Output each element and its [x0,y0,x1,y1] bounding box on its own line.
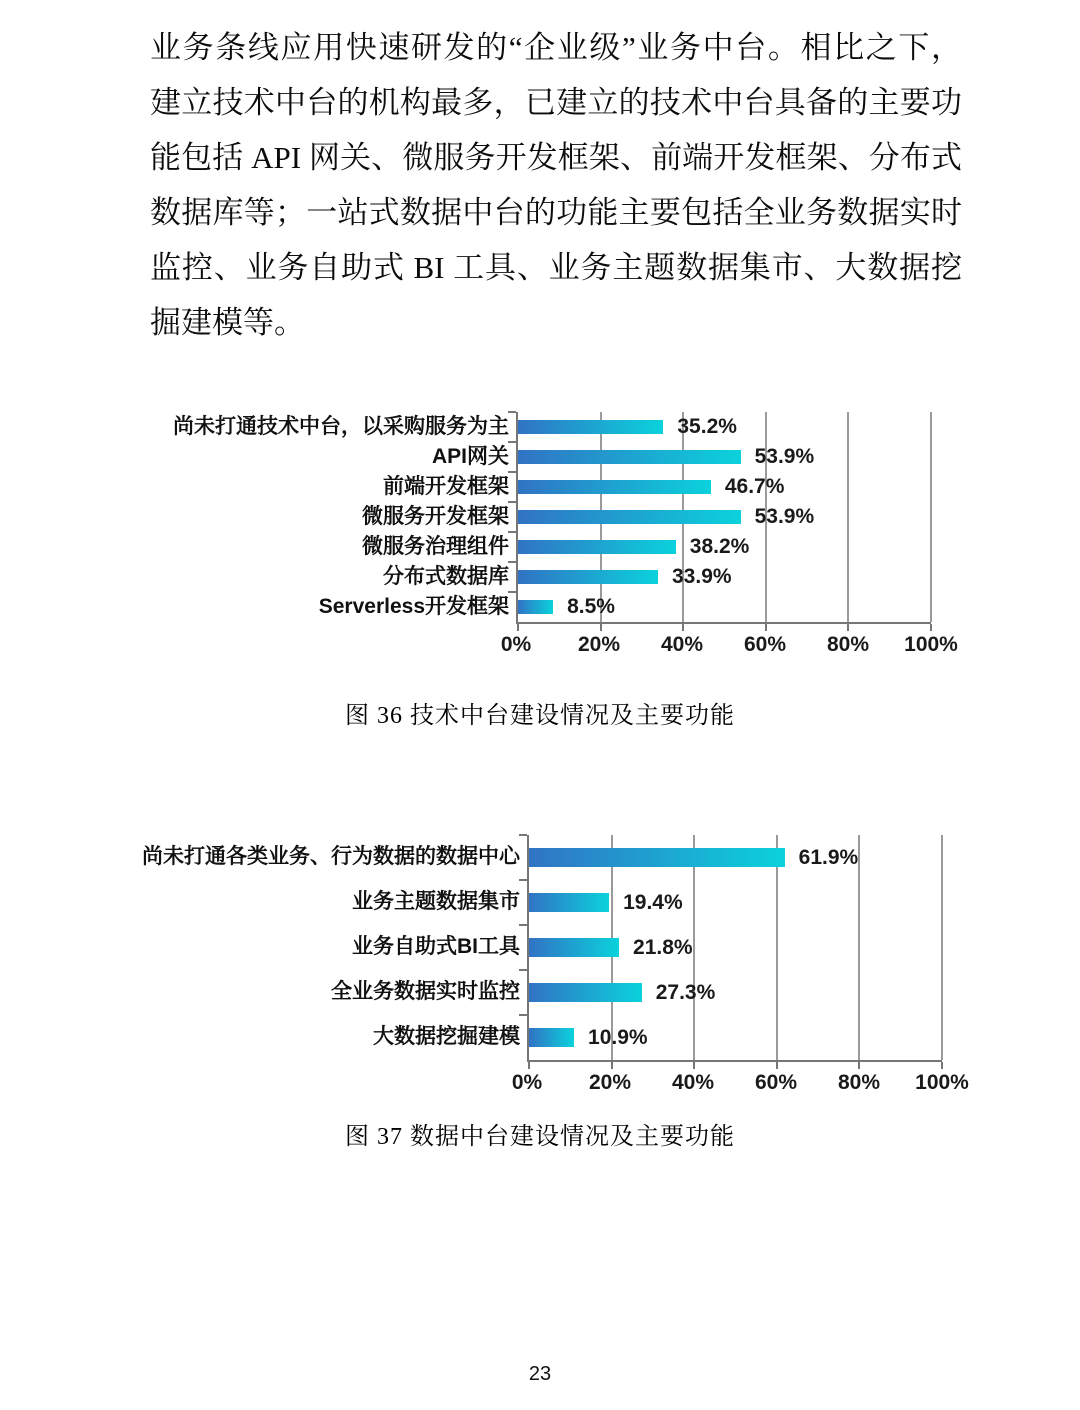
bar-row [518,472,931,502]
figure-37-chart [142,835,969,1098]
paragraph-line: 数据库等；一站式数据中台的功能主要包括全业务数据实时 [150,195,962,230]
bar [529,893,609,912]
paragraph-line: 监控、业务自助式 BI 工具、业务主题数据集市、大数据挖 [150,250,962,285]
plot-area [527,835,942,1062]
category-axis [142,835,527,1062]
x-axis-label: 60% [743,633,787,656]
category-label: 大数据挖掘建模 [373,1025,520,1049]
bar [518,540,676,554]
category-label: 分布式数据库 [383,564,509,588]
category-label: 尚未打通各类业务、行为数据的数据中心 [142,845,520,869]
category-label: 全业务数据实时监控 [331,980,520,1004]
paragraph-line: 建立技术中台的机构最多，已建立的技术中台具备的主要功 [150,85,962,120]
bar-row [529,835,942,880]
figure-36-caption: 图 36 技术中台建设情况及主要功能 [345,703,735,729]
bar [529,1028,574,1047]
paragraph-line: 业务条线应用快速研发的“企业级”业务中台。相比之下， [150,30,962,65]
bar [518,570,658,584]
value-label: 19.4% [623,890,683,914]
bar [518,510,741,524]
value-label: 27.3% [655,980,716,1004]
bar-row [518,412,931,442]
x-axis-label: 60% [754,1071,798,1094]
x-axis-label: 80% [837,1071,881,1094]
bar [529,983,642,1002]
value-label: 53.9% [754,505,815,528]
value-label: 21.8% [633,935,693,959]
x-axis-label: 80% [826,633,870,656]
value-label: 53.9% [754,445,815,468]
x-axis [500,624,958,660]
bar-row [518,562,931,592]
category-label: API网关 [431,444,509,468]
x-axis [511,1062,969,1098]
x-axis-label: 20% [577,633,621,656]
category-label: 业务自助式BI工具 [352,935,520,959]
bar [529,938,619,957]
figure-36-chart [150,412,958,660]
bar-row [518,592,931,622]
bar-row [529,1015,942,1060]
category-axis [150,412,516,624]
value-label: 33.9% [672,565,732,588]
x-axis-label: 100% [915,1071,969,1094]
value-label: 61.9% [798,845,859,869]
page-number: 23 [528,1363,552,1385]
x-axis-label: 40% [660,633,704,656]
bar [529,848,785,867]
value-label: 35.2% [677,415,737,438]
body-paragraph [150,20,962,350]
bar-row [518,502,931,532]
value-label: 10.9% [588,1025,648,1049]
value-label: 38.2% [689,535,750,558]
bar [518,450,741,464]
x-axis-label: 0% [500,633,532,656]
x-axis-label: 20% [588,1071,632,1094]
bar-row [518,442,931,472]
value-label: 46.7% [724,475,785,498]
bar [518,600,553,614]
bar-row [529,880,942,925]
category-label: 微服务治理组件 [362,534,509,558]
bar-row [518,532,931,562]
paragraph-line: 掘建模等。 [150,305,305,340]
category-label: 尚未打通技术中台，以采购服务为主 [173,414,509,438]
x-axis-label: 0% [511,1071,543,1094]
figure-37-caption: 图 37 数据中台建设情况及主要功能 [345,1124,735,1150]
category-label: 业务主题数据集市 [352,890,520,914]
plot-area [516,412,931,624]
value-label: 8.5% [567,595,615,618]
x-axis-label: 100% [904,633,958,656]
bar-row [529,970,942,1015]
category-label: Serverless开发框架 [318,594,509,618]
paragraph-line: 能包括 API 网关、微服务开发框架、前端开发框架、分布式 [150,140,962,175]
x-axis-label: 40% [671,1071,715,1094]
bar [518,480,711,494]
bar-row [529,925,942,970]
category-label: 前端开发框架 [383,474,509,498]
bar [518,420,663,434]
category-label: 微服务开发框架 [362,504,509,528]
